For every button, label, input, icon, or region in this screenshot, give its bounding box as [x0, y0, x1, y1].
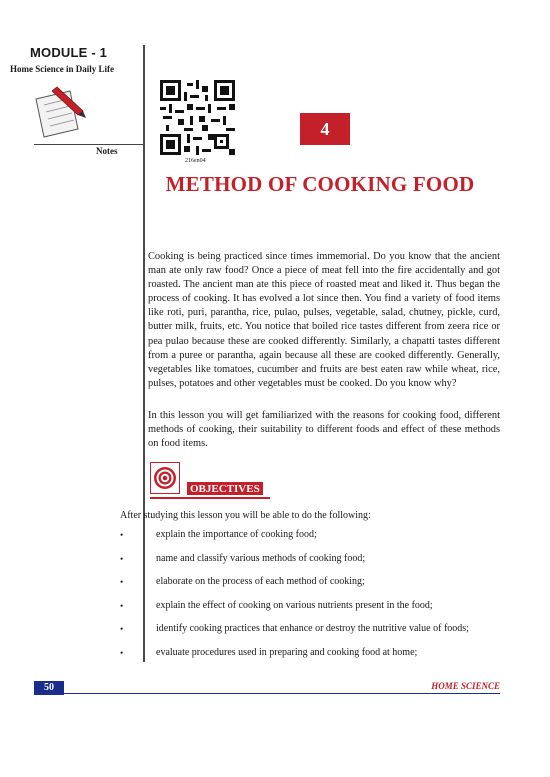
list-item: [120, 623, 510, 647]
bullet-icon: •: [120, 600, 124, 611]
notes-label: Notes: [96, 146, 118, 156]
bullet-icon: •: [120, 530, 124, 540]
chapter-number: 4: [300, 113, 350, 145]
bullet-icon: •: [120, 553, 124, 564]
module-subtitle: Home Science in Daily Life: [10, 64, 114, 74]
qr-code-icon: [160, 80, 235, 155]
notes-pencil-icon: [30, 85, 90, 145]
objective-text: elaborate on the process of each method of cooking;: [156, 576, 365, 587]
list-item: [120, 576, 510, 600]
page-number: 50: [34, 681, 64, 695]
objectives-target-icon: [150, 462, 180, 494]
objectives-rule: [150, 497, 270, 499]
bullet-icon: •: [120, 577, 124, 587]
bullet-icon: •: [120, 647, 124, 658]
bullet-icon: •: [120, 624, 124, 634]
objective-text: explain the importance of cooking food;: [156, 529, 317, 540]
list-item: [120, 600, 510, 624]
list-item: [120, 553, 510, 577]
objectives-list: [120, 529, 510, 670]
module-label: MODULE - 1: [30, 45, 108, 60]
objective-text: explain the effect of cooking on various nutrients present in the food;: [156, 599, 433, 611]
objectives-intro: After studying this lesson you will be able to do the following:: [120, 510, 371, 521]
chapter-title: METHOD OF COOKING FOOD: [165, 172, 475, 196]
list-item: [120, 647, 510, 671]
lesson-overview-paragraph: In this lesson you will get familiarized with the reasons for cooking food, different methods of cooking, their suitability to different foods and effect of these methods on food items.: [148, 410, 500, 450]
footer-rule: [64, 693, 500, 694]
qr-code-id: 216en04: [185, 158, 206, 164]
objective-text: evaluate procedures used in preparing and cooking food at home;: [156, 646, 418, 658]
objectives-heading: OBJECTIVES: [187, 482, 263, 495]
list-item: [120, 529, 510, 553]
objective-text: identify cooking practices that enhance or destroy the nutritive value of foods;: [156, 623, 469, 634]
footer-book-title: HOME SCIENCE: [431, 681, 500, 691]
notes-rule: [34, 144, 143, 145]
objective-text: name and classify various methods of cooking food;: [156, 552, 366, 564]
intro-paragraph: Cooking is being practiced since times immemorial. Do you know that the ancient man ate only raw food? Once a piece of meat fell into the fire accidentally and got roasted. The ancient man ate this piece of roasted meat and liked it. Thus began the process of cooking. It has evolved a lot since then. You find a variety of food items like roti, puri, parantha, rice, pulao, pulses, vegetable, salad, chutney, pickle, curd, butter milk, fruits, etc. You notice that boiled rice tastes different from zeera rice or pea pulao because these are cooked differently. Similarly, a chapatti tastes different from a puree or parantha, again because all these are cooked differently. Generally, vegetables like tomatoes, cucumber and fruits are best eaten raw while wheat, rice, pulses, potatoes and other vegetables must be cooked. Do you know why?: [148, 251, 500, 389]
